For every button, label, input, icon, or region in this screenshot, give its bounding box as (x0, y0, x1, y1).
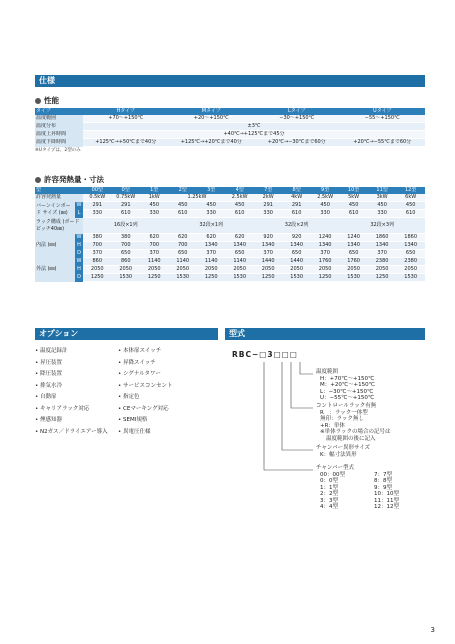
dim-label: D (75, 250, 83, 258)
table-cell: 2050 (368, 266, 396, 274)
table-cell: 1530 (339, 274, 367, 282)
table-cell: 1250 (140, 274, 168, 282)
table-cell: 330 (197, 210, 225, 218)
perf-note: ※Uタイプは、2型のみ (35, 148, 81, 153)
list-item: 3：3型 (320, 497, 338, 504)
row-label: ラック構成 (ボードピッチ40㎜) (35, 218, 83, 234)
table-cell: 1250 (311, 274, 339, 282)
dim-label: H (75, 242, 83, 250)
table-cell: 1340 (225, 242, 253, 250)
options-list-1 (35, 346, 125, 438)
table-cell: 920 (254, 234, 282, 242)
table-cell: 5kW (339, 194, 367, 202)
bullet-icon (35, 177, 41, 183)
list-item: • 温度記録計 (35, 346, 125, 358)
row-label: バーンインボード サイズ (㎜) (35, 202, 75, 218)
temp-range-h: H：+70℃〜+150℃ (320, 375, 375, 382)
table-cell: 330 (254, 210, 282, 218)
list-item: 8：8型 (374, 478, 392, 484)
model-header: 0型 (112, 187, 140, 194)
table-cell: 2050 (396, 266, 425, 274)
chamber-size (316, 445, 426, 458)
capacity-table (35, 187, 425, 282)
page-number: 3 (430, 626, 435, 634)
model-header: 12型 (396, 187, 425, 194)
table-cell: 1340 (254, 242, 282, 250)
row-label: 温度分布 (35, 123, 83, 131)
table-cell: 610 (282, 210, 310, 218)
table-cell: 450 (396, 202, 425, 210)
table-cell: 700 (112, 242, 140, 250)
list-item: 9：9型 (374, 484, 392, 491)
table-cell: 650 (225, 250, 253, 258)
perf-header-u: Uタイプ (340, 108, 426, 115)
table-cell: 2050 (112, 266, 140, 274)
model-code: RBC−□3□□□ (232, 350, 298, 359)
table-cell: 1760 (311, 258, 339, 266)
table-cell: 1240 (311, 234, 339, 242)
table-cell: 1140 (140, 258, 168, 266)
table-cell: 620 (140, 234, 168, 242)
table-cell: 1860 (396, 234, 425, 242)
table-cell: 1240 (339, 234, 367, 242)
table-cell: 330 (311, 210, 339, 218)
perf-heading: 性能 (35, 96, 59, 106)
temp-range (316, 369, 426, 402)
chamber-type-list-right (374, 472, 399, 511)
model-header: 00型 (83, 187, 111, 194)
table-cell: 2050 (140, 266, 168, 274)
table-cell: 291 (83, 202, 111, 210)
list-item: • 本体扉スイッチ (118, 346, 213, 358)
table-cell: +20〜+150℃ (169, 115, 255, 123)
table-cell: 860 (112, 258, 140, 266)
table-row (35, 250, 425, 258)
table-row (35, 139, 425, 147)
list-item: • 煙感知器 (35, 415, 125, 427)
dim-label: W (76, 202, 82, 208)
table-cell: 650 (112, 250, 140, 258)
table-cell: +125℃→+20℃まで40分 (169, 139, 255, 147)
table-cell: 0.5kW (83, 194, 111, 202)
dim-label: L (75, 210, 83, 218)
table-cell: 6kW (396, 194, 425, 202)
capacity-heading: 許容発熱量・寸法 (35, 175, 104, 185)
table-cell: 32段×2列 (254, 218, 339, 234)
model-header: 2型 (168, 187, 196, 194)
row-label: 外法 (㎜) (35, 258, 75, 282)
table-cell: +125℃→+50℃まで40分 (83, 139, 169, 147)
table-cell: 620 (197, 234, 225, 242)
table-cell: 1760 (339, 258, 367, 266)
table-cell: 330 (83, 210, 111, 218)
table-cell: 610 (225, 210, 253, 218)
list-item: 1：1型 (320, 484, 338, 491)
table-cell: 370 (83, 250, 111, 258)
table-cell: 2.5kW (311, 194, 339, 202)
table-cell: 1340 (396, 242, 425, 250)
table-row (35, 115, 425, 123)
table-cell: 650 (282, 250, 310, 258)
table-cell: 1140 (168, 258, 196, 266)
list-item: 7：7型 (374, 471, 392, 478)
performance-table (35, 108, 425, 147)
table-cell: +40℃→+125℃まで45分 (83, 131, 425, 139)
table-cell: 1530 (282, 274, 310, 282)
table-cell: 610 (168, 210, 196, 218)
table-cell: 370 (311, 250, 339, 258)
table-cell: 330 (140, 210, 168, 218)
table-cell: 291 (282, 202, 310, 210)
table-cell: 370 (254, 250, 282, 258)
dim-label: H (75, 266, 83, 274)
table-cell: 450 (225, 202, 253, 210)
table-cell: 450 (311, 202, 339, 210)
table-cell: 370 (197, 250, 225, 258)
table-cell: 450 (197, 202, 225, 210)
list-item: 00：00型 (320, 471, 345, 478)
table-cell: 700 (140, 242, 168, 250)
model-header: 8型 (282, 187, 310, 194)
list-item: • 自動扉 (35, 392, 125, 404)
control-rack-option: 無印：ラック無し (320, 416, 364, 422)
table-cell: 3kW (368, 194, 396, 202)
table-row (35, 266, 425, 274)
table-cell: 2050 (225, 266, 253, 274)
model-header: 3型 (197, 187, 225, 194)
dim-label: D (75, 274, 83, 282)
row-label: 温度上昇時間 (35, 131, 83, 139)
table-cell: 650 (396, 250, 425, 258)
chamber-size-title: チャンバー異形サイズ (316, 445, 371, 451)
table-cell: 2050 (168, 266, 196, 274)
model-header: 1型 (140, 187, 168, 194)
table-cell: 1340 (197, 242, 225, 250)
model-header: 9型 (311, 187, 339, 194)
table-cell: 610 (339, 210, 367, 218)
list-item: • 排気水冷 (35, 381, 125, 393)
control-rack-title: コントロールラック有無 (316, 403, 377, 409)
dim-label: W (76, 234, 82, 240)
list-item: • N2ガス／ドライエアー導入 (35, 427, 125, 439)
table-cell: 2kW (254, 194, 282, 202)
list-item: • シグナルタワー (118, 369, 213, 381)
perf-header-type: タイプ (35, 108, 83, 115)
table-cell: 610 (396, 210, 425, 218)
table-cell: 450 (168, 202, 196, 210)
options-list-2 (118, 346, 213, 438)
table-cell: 1250 (254, 274, 282, 282)
row-label: 許容発熱量 (35, 194, 83, 202)
list-item: • 昇降スイッチ (118, 358, 213, 370)
table-cell: 4kW (282, 194, 310, 202)
table-cell: 2380 (368, 258, 396, 266)
temp-range-l: L：−30℃〜+150℃ (320, 388, 374, 395)
list-item: • CEマーキング対応 (118, 404, 213, 416)
list-item: 2：2型 (320, 491, 338, 497)
table-cell: 700 (168, 242, 196, 250)
table-cell: 380 (112, 234, 140, 242)
table-cell: 1kW (140, 194, 168, 202)
table-cell: 1440 (282, 258, 310, 266)
table-cell: 620 (168, 234, 196, 242)
table-cell: 450 (368, 202, 396, 210)
control-rack-option: +R：単体 (320, 422, 345, 429)
table-row (35, 218, 425, 234)
table-cell: 380 (83, 234, 111, 242)
list-item: • SEMI規格 (118, 415, 213, 427)
row-label: 温度範囲 (35, 115, 83, 123)
list-item: • 異電圧仕様 (118, 427, 213, 439)
table-cell: 1.25kW (168, 194, 225, 202)
table-cell: 1340 (311, 242, 339, 250)
table-cell: 620 (225, 234, 253, 242)
table-cell: 650 (168, 250, 196, 258)
list-item: 12：12型 (374, 504, 399, 510)
perf-header-l: Lタイプ (254, 108, 340, 115)
table-cell: 32段×3列 (339, 218, 425, 234)
table-cell: 1530 (396, 274, 425, 282)
table-row (35, 258, 425, 266)
table-cell: 450 (339, 202, 367, 210)
list-item: • 指定色 (118, 392, 213, 404)
control-rack-note: ※単体ラックの場合の記号は (320, 429, 391, 435)
table-cell: 2380 (396, 258, 425, 266)
table-row (35, 274, 425, 282)
table-cell: 2.5kW (225, 194, 253, 202)
table-cell: 700 (83, 242, 111, 250)
options-title: オプション (35, 328, 218, 340)
list-item: • 降圧装置 (35, 369, 125, 381)
table-row (35, 242, 425, 250)
list-item: • キャリアラック対応 (35, 404, 125, 416)
table-cell: 610 (112, 210, 140, 218)
table-cell: 1440 (254, 258, 282, 266)
dim-label: W (76, 258, 82, 264)
model-code-title: 型式 (225, 328, 425, 340)
chamber-size-option: K：幅寸法異形 (320, 451, 357, 458)
list-item: 11：11型 (374, 497, 399, 504)
table-cell: 920 (282, 234, 310, 242)
table-row (35, 123, 425, 131)
control-rack-option: R ：ラック一体型 (320, 409, 368, 416)
table-cell: 1530 (225, 274, 253, 282)
table-cell: 1140 (225, 258, 253, 266)
table-cell: 2050 (254, 266, 282, 274)
temp-range-m: M：+20℃〜+150℃ (320, 382, 375, 388)
table-row (35, 194, 425, 202)
table-row (35, 202, 425, 210)
table-cell: 2050 (311, 266, 339, 274)
table-row (35, 234, 425, 242)
table-cell: 1530 (112, 274, 140, 282)
table-cell: +20℃→−55℃まで60分 (340, 139, 426, 147)
perf-header-m: Mタイプ (169, 108, 255, 115)
perf-header-h: Hタイプ (83, 108, 169, 115)
table-cell: 1340 (282, 242, 310, 250)
table-cell: 370 (140, 250, 168, 258)
table-cell: 0.75kW (112, 194, 140, 202)
table-cell: 2050 (339, 266, 367, 274)
table-cell: 291 (254, 202, 282, 210)
table-cell: 370 (368, 250, 396, 258)
table-cell: 330 (368, 210, 396, 218)
table-cell: 450 (140, 202, 168, 210)
list-item: • サービスコンセント (118, 381, 213, 393)
control-rack (316, 403, 431, 442)
table-cell: 16段×1列 (83, 218, 168, 234)
table-cell: ±3℃ (83, 123, 425, 131)
table-cell: −30〜+150℃ (254, 115, 340, 123)
model-header: 11型 (368, 187, 396, 194)
chamber-type-title: チャンバー型式 (316, 465, 354, 471)
table-cell: −55〜+150℃ (340, 115, 426, 123)
table-cell: 2050 (197, 266, 225, 274)
temp-range-title: 温度範囲 (316, 369, 339, 375)
temp-range-u: U：−55℃〜+150℃ (320, 395, 375, 401)
spec-section-title: 仕様 (35, 75, 425, 87)
table-cell: 650 (339, 250, 367, 258)
table-cell: 2050 (83, 266, 111, 274)
type-header: 型 (35, 187, 83, 194)
table-cell: +20℃→−30℃まで60分 (254, 139, 340, 147)
list-item: 4：4型 (320, 504, 338, 510)
table-cell: 1340 (368, 242, 396, 250)
table-row (35, 131, 425, 139)
chamber-type-list-left (320, 472, 345, 511)
table-cell: 291 (112, 202, 140, 210)
table-cell: 1530 (168, 274, 196, 282)
row-label: 内法 (㎜) (35, 234, 75, 258)
control-rack-note: 温度範囲の後に記入 (326, 435, 376, 442)
table-cell: 1340 (339, 242, 367, 250)
chamber-type (316, 465, 426, 514)
table-cell: 1250 (197, 274, 225, 282)
list-item: 0：0型 (320, 478, 338, 484)
model-header: 10型 (339, 187, 367, 194)
model-header: 4型 (225, 187, 253, 194)
table-cell: 32段×1列 (168, 218, 253, 234)
bullet-icon (35, 98, 41, 104)
model-header: 7型 (254, 187, 282, 194)
table-cell: 1250 (83, 274, 111, 282)
list-item: • 昇圧装置 (35, 358, 125, 370)
table-row (35, 210, 425, 218)
table-cell: 1860 (368, 234, 396, 242)
table-cell: 2050 (282, 266, 310, 274)
table-cell: +70〜+150℃ (83, 115, 169, 123)
table-cell: 1140 (197, 258, 225, 266)
table-cell: 860 (83, 258, 111, 266)
list-item: 10：10型 (374, 491, 399, 497)
row-label: 温度下降時間 (35, 139, 83, 147)
table-cell: 1250 (368, 274, 396, 282)
